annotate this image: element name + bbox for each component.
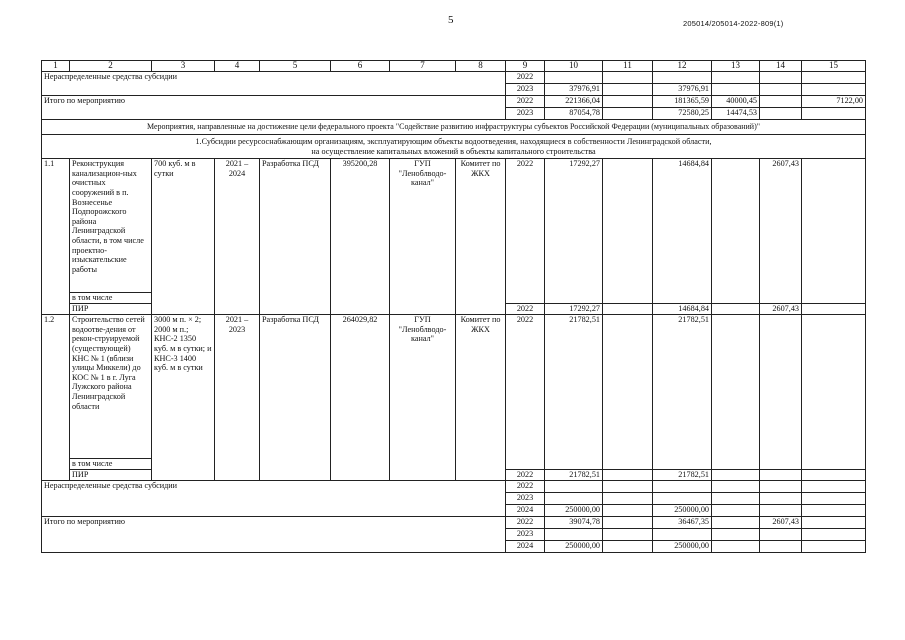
year-cell: 2022 — [506, 470, 545, 481]
item-manager: Комитет по ЖКХ — [456, 315, 506, 481]
item-capacity: 3000 м п. × 2; 2000 м п.; КНС-2 1350 куб. м в сутки; и КНС-3 1400 куб. м в сутки — [152, 315, 215, 481]
column-number-row — [42, 61, 866, 72]
year-cell: 2023 — [506, 493, 545, 505]
value-cell: 36467,35 — [653, 517, 712, 529]
col-header: 11 — [603, 61, 653, 72]
incl-label: в том числе — [70, 293, 152, 304]
col-header: 2 — [70, 61, 152, 72]
pir-label: ПИР — [70, 304, 152, 315]
year-cell: 2023 — [506, 529, 545, 541]
item-cost: 395200,28 — [331, 159, 390, 315]
item-name: Строительство сетей водоотве-дения от рекон-струируемой (существующей) КНС № 1 (вблизи улицы Миккели) до КОС № 1 в г. Луга Лужского района Ленинградской области — [70, 315, 152, 459]
value-cell: 250000,00 — [545, 505, 603, 517]
value-cell: 14684,84 — [653, 304, 712, 315]
item-capacity: 700 куб. м в сутки — [152, 159, 215, 315]
col-header: 8 — [456, 61, 506, 72]
value-cell: 14474,53 — [712, 108, 760, 120]
pir-label: ПИР — [70, 470, 152, 481]
value-cell: 7122,00 — [802, 96, 866, 108]
section-row — [42, 120, 866, 135]
col-header: 7 — [390, 61, 456, 72]
value-cell: 21782,51 — [653, 315, 712, 470]
col-header: 5 — [260, 61, 331, 72]
year-cell: 2022 — [506, 72, 545, 84]
value-cell: 37976,91 — [653, 84, 712, 96]
table-row — [42, 72, 866, 84]
col-header: 1 — [42, 61, 70, 72]
value-cell: 250000,00 — [653, 541, 712, 553]
col-header: 4 — [215, 61, 260, 72]
col-header: 9 — [506, 61, 545, 72]
row-label: Итого по мероприятию — [42, 96, 506, 120]
col-header: 12 — [653, 61, 712, 72]
year-cell: 2024 — [506, 505, 545, 517]
item-customer: ГУП "Леноблводо-канал" — [390, 159, 456, 315]
table-row — [42, 517, 866, 529]
table-row — [42, 481, 866, 493]
document-id: 205014/205014-2022-809(1) — [683, 19, 784, 28]
value-cell: 87054,78 — [545, 108, 603, 120]
year-cell: 2023 — [506, 108, 545, 120]
value-cell: 39074,78 — [545, 517, 603, 529]
subsection-line-2: на осуществление капитальных вложений в объекты капитального строительства — [311, 146, 596, 156]
subsection-line-1: 1.Субсидии ресурсоснабжающим организациям, эксплуатирующим объекты водоотведения, находящиеся в собственности Ленинградской области, — [195, 137, 712, 147]
value-cell: 21782,51 — [545, 315, 603, 470]
item-period: 2021 – 2023 — [215, 315, 260, 481]
col-header: 3 — [152, 61, 215, 72]
incl-label: в том числе — [70, 459, 152, 470]
col-header: 15 — [802, 61, 866, 72]
page-number: 5 — [448, 14, 454, 26]
value-cell: 250000,00 — [545, 541, 603, 553]
value-cell: 250000,00 — [653, 505, 712, 517]
year-cell: 2022 — [506, 159, 545, 304]
item-customer: ГУП "Леноблводо-канал" — [390, 315, 456, 481]
subsection-title — [42, 135, 866, 159]
value-cell: 40000,45 — [712, 96, 760, 108]
year-cell: 2022 — [506, 481, 545, 493]
year-cell: 2024 — [506, 541, 545, 553]
value-cell: 2607,43 — [760, 159, 802, 304]
value-cell: 2607,43 — [760, 304, 802, 315]
value-cell: 72580,25 — [653, 108, 712, 120]
value-cell: 181365,59 — [653, 96, 712, 108]
col-header: 13 — [712, 61, 760, 72]
item-number: 1.2 — [42, 315, 70, 481]
year-cell: 2023 — [506, 84, 545, 96]
value-cell: 17292,27 — [545, 304, 603, 315]
item-name: Реконструкция канализацион-ных очистных сооружений в п. Вознесенье Подпорожского района Ленинградской области, в том числе проектно-изыскательские работы — [70, 159, 152, 293]
table-row — [42, 96, 866, 108]
value-cell: 221366,04 — [545, 96, 603, 108]
value-cell: 14684,84 — [653, 159, 712, 304]
table-row — [42, 159, 866, 293]
year-cell: 2022 — [506, 517, 545, 529]
item-stage: Разработка ПСД — [260, 315, 331, 481]
value-cell: 17292,27 — [545, 159, 603, 304]
value-cell: 2607,43 — [760, 517, 802, 529]
col-header: 10 — [545, 61, 603, 72]
row-label: Итого по мероприятию — [42, 517, 506, 553]
year-cell: 2022 — [506, 304, 545, 315]
subsection-row — [42, 135, 866, 159]
value-cell: 21782,51 — [545, 470, 603, 481]
value-cell: 21782,51 — [653, 470, 712, 481]
col-header: 6 — [331, 61, 390, 72]
item-manager: Комитет по ЖКХ — [456, 159, 506, 315]
item-cost: 264029,82 — [331, 315, 390, 481]
col-header: 14 — [760, 61, 802, 72]
row-label: Нераспределенные средства субсидии — [42, 481, 506, 517]
budget-table — [41, 60, 866, 553]
section-title: Мероприятия, направленные на достижение цели федерального проекта "Содействие развитию инфраструктуры субъектов Российской Федерации (муниципальных образований)" — [42, 120, 866, 135]
item-period: 2021 – 2024 — [215, 159, 260, 315]
table-row — [42, 315, 866, 459]
item-number: 1.1 — [42, 159, 70, 315]
value-cell: 37976,91 — [545, 84, 603, 96]
year-cell: 2022 — [506, 315, 545, 470]
row-label: Нераспределенные средства субсидии — [42, 72, 506, 96]
year-cell: 2022 — [506, 96, 545, 108]
item-stage: Разработка ПСД — [260, 159, 331, 315]
